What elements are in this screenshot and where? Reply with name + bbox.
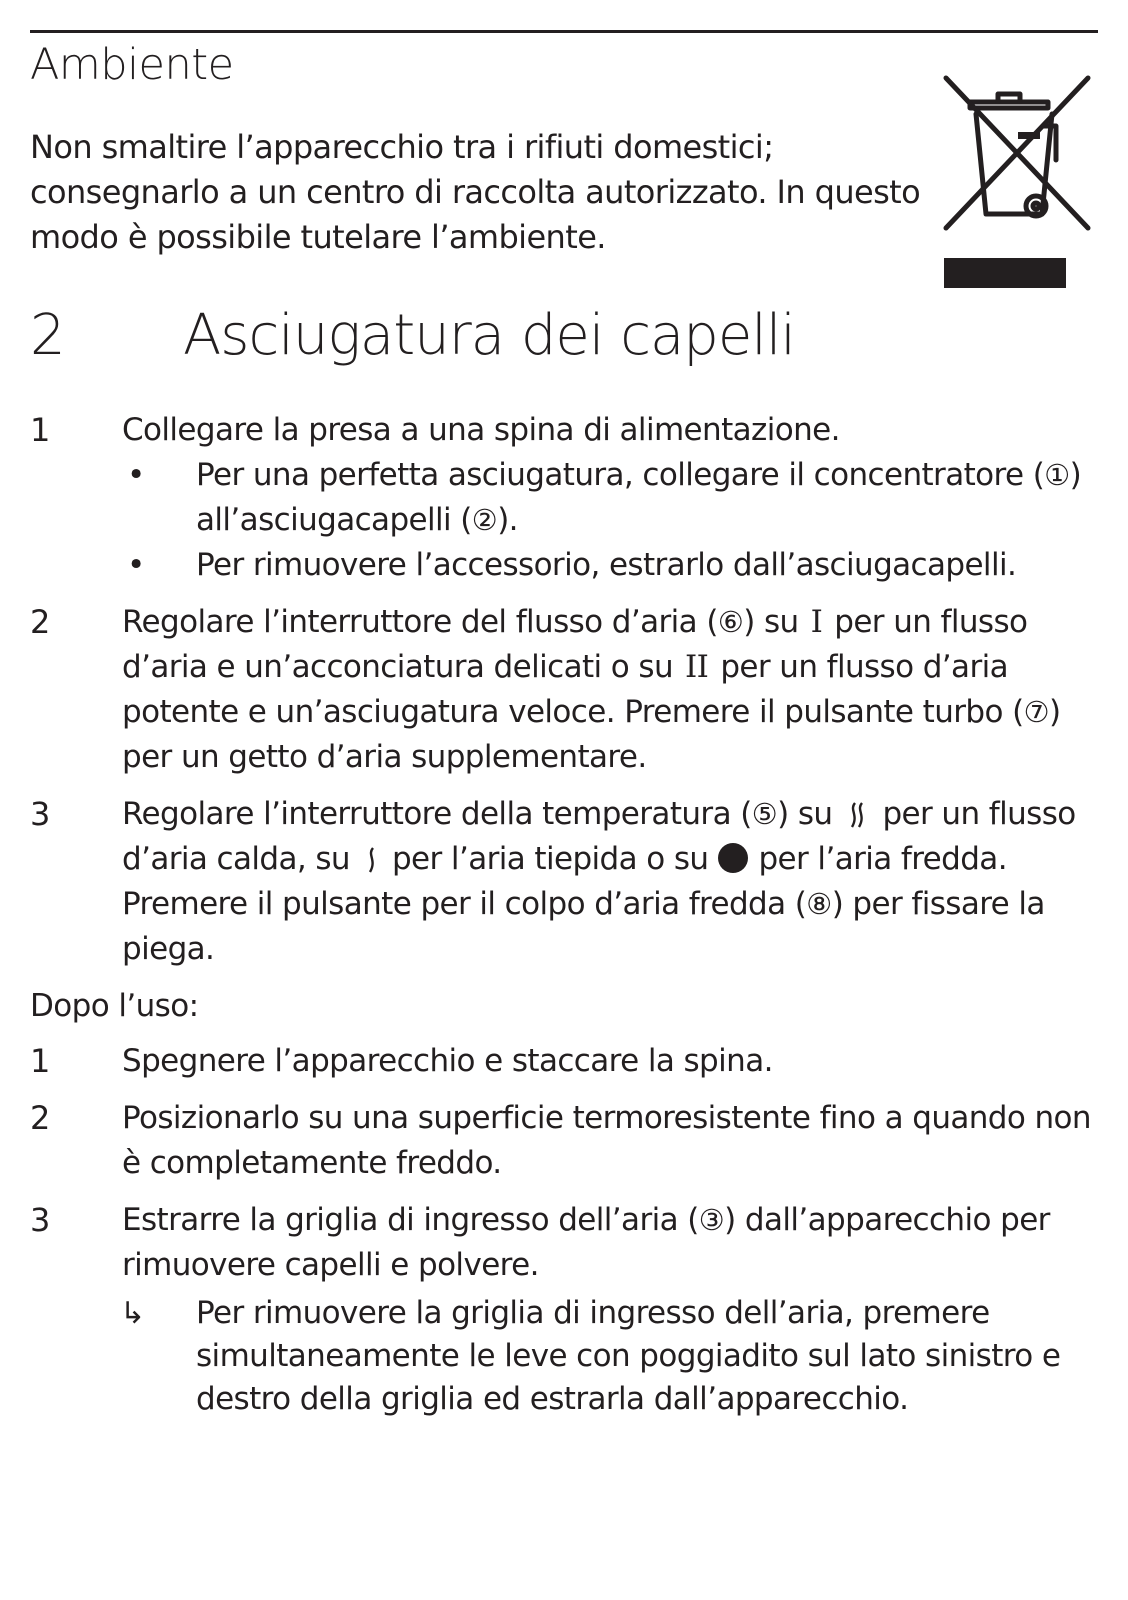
ambiente-paragraph: Non smaltire l’apparecchio tra i rifiuti domestici; consegnarlo a un centro di raccolta autorizzato. In questo modo è possibile tutelare l’ambiente. <box>30 128 921 256</box>
callout-number: ⑧ <box>806 887 832 921</box>
step-text: per un flusso d’aria calda, su <box>122 796 1076 877</box>
bullet-text: ) all’asciugacapelli ( <box>196 457 1082 538</box>
step-number: 2 <box>30 603 50 641</box>
step-text: per l’aria tiepida o su <box>391 841 709 877</box>
airflow-setting-2-icon: II <box>685 649 709 685</box>
step-number: 3 <box>30 795 50 833</box>
top-rule <box>30 30 1098 33</box>
step-text: Regolare l’interruttore della temperatura ( <box>122 796 752 832</box>
step-text: Posizionarlo su una superficie termoresistente fino a quando non è completamente freddo. <box>122 1100 1091 1181</box>
after-use-heading: Dopo l’uso: <box>30 988 199 1024</box>
step-text: ) su <box>743 604 799 640</box>
step-number: 3 <box>30 1201 50 1239</box>
step-text: per l’aria fredda. Premere il pulsante per il colpo d’aria fredda ( <box>122 841 1007 922</box>
step-text: Regolare l’interruttore del flusso d’aria ( <box>122 604 718 640</box>
section-heading-ambiente: Ambiente <box>30 40 234 90</box>
step-3 <box>30 792 1100 972</box>
result-arrow-icon: ↳ <box>120 1296 145 1331</box>
bullet-marker: • <box>127 457 145 493</box>
bullet-marker: • <box>127 547 145 583</box>
callout-number: ⑦ <box>1023 695 1050 729</box>
step-text: per un flusso d’aria e un’acconciatura delicati o su <box>122 604 1028 685</box>
bullet-text: Per una perfetta asciugatura, collegare il concentratore ( <box>196 457 1045 493</box>
airflow-setting-1-icon: I <box>810 604 823 640</box>
step-text: ) su <box>777 796 833 832</box>
step-1-text: Collegare la presa a una spina di alimentazione. <box>122 412 840 448</box>
chapter-body <box>30 408 1100 1433</box>
step-number: 1 <box>30 411 50 449</box>
crossed-out-wheelie-bin-icon <box>940 74 1100 300</box>
step-text: ) per un getto d’aria supplementare. <box>122 694 1061 775</box>
callout-number: ③ <box>698 1203 725 1237</box>
bullet-text: Per rimuovere l’accessorio, estrarlo dall’asciugacapelli. <box>196 547 1017 583</box>
warm-air-icon <box>364 845 378 875</box>
step-text: per un flusso d’aria potente e un’asciugatura veloce. Premere il pulsante turbo ( <box>122 649 1024 730</box>
bullet-text: ). <box>497 502 518 538</box>
step-number: 1 <box>30 1042 50 1080</box>
after-step-1 <box>30 1039 1100 1084</box>
result-item <box>30 1292 1100 1421</box>
step-2 <box>30 600 1100 780</box>
after-step-2 <box>30 1096 1100 1186</box>
step-text: Spegnere l’apparecchio e staccare la spina. <box>122 1043 773 1079</box>
callout-number: ② <box>471 503 498 537</box>
after-step-3 <box>30 1198 1100 1421</box>
chapter-title: Asciugatura dei capelli <box>183 303 795 368</box>
step-1 <box>30 408 1100 588</box>
callout-number: ① <box>1044 458 1070 492</box>
step-number: 2 <box>30 1099 50 1137</box>
cool-air-icon <box>718 843 748 873</box>
callout-number: ⑤ <box>751 797 778 831</box>
step-text: ) per fissare la piega. <box>122 886 1045 967</box>
hot-air-icon <box>846 800 868 830</box>
result-text: Per rimuovere la griglia di ingresso dell’aria, premere simultaneamente le leve con poggiadito sul lato sinistro e destro della griglia ed estrarla dall’apparecchio. <box>196 1295 1061 1417</box>
step-text: Estrarre la griglia di ingresso dell’aria ( <box>122 1202 699 1238</box>
bullet-item <box>30 543 1100 588</box>
bullet-item <box>30 453 1100 543</box>
step-text: ) dall’apparecchio per rimuovere capelli e polvere. <box>122 1202 1050 1283</box>
chapter-number: 2 <box>30 303 66 368</box>
callout-number: ⑥ <box>717 605 744 639</box>
